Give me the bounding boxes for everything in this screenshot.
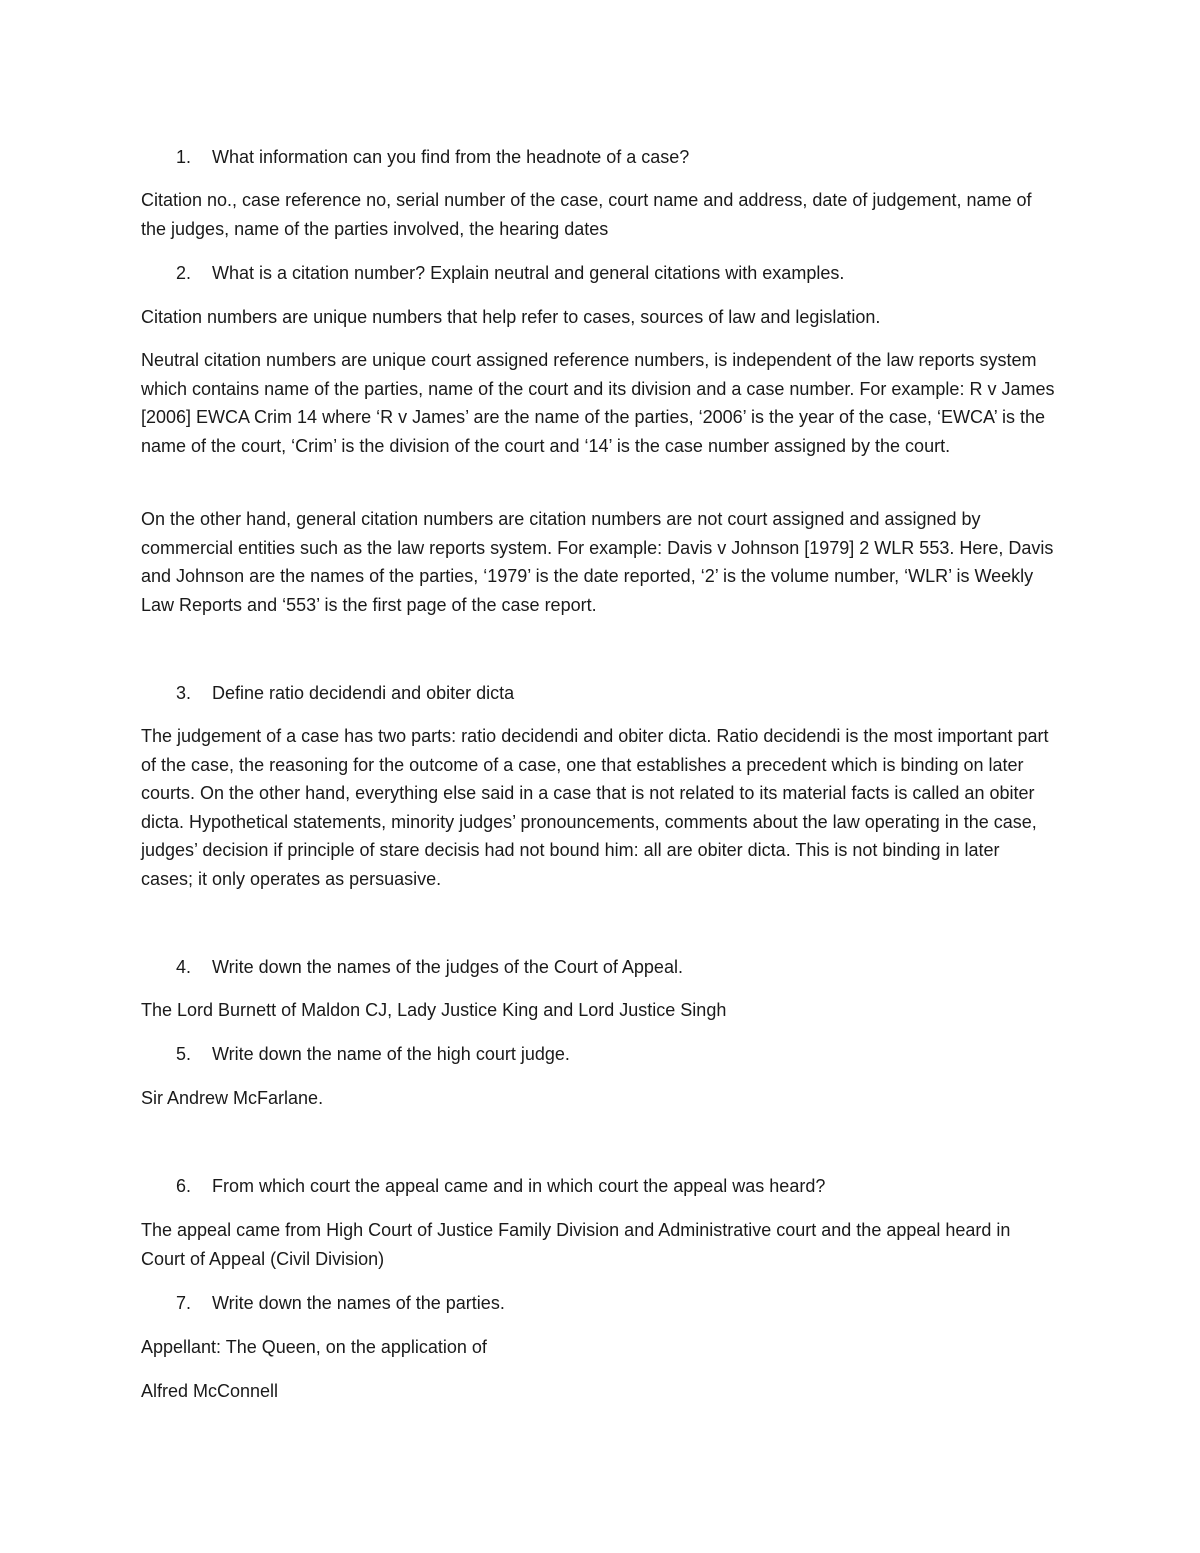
answer-7-paragraph-2: Alfred McConnell — [141, 1381, 279, 1401]
question-text: From which court the appeal came and in which court the appeal was heard? — [212, 1176, 826, 1196]
answer-2-paragraph-2: Neutral citation numbers are unique court assigned reference numbers, is independent of the law reports system which contains name of the parties, name of the court and its division and a case number. For example: R v James [2006] EWCA Crim 14 where ‘R v James’ are the name of the parties, ‘2006’ is the year of the case, ‘EWCA’ is the name of the court, ‘Crim’ is the division of the court and ‘14’ is the case number assigned by the court. — [141, 350, 1055, 456]
question-number: 3. — [176, 683, 192, 703]
question-6 — [176, 1172, 1056, 1201]
question-number: 4. — [176, 957, 192, 977]
answer-5: Sir Andrew McFarlane. — [141, 1088, 324, 1108]
question-text: Define ratio decidendi and obiter dicta — [212, 683, 515, 703]
question-number: 1. — [176, 147, 192, 167]
answer-4: The Lord Burnett of Maldon CJ, Lady Justice King and Lord Justice Singh — [141, 1000, 727, 1020]
question-number: 2. — [176, 263, 192, 283]
question-5 — [176, 1040, 1056, 1069]
question-2 — [176, 259, 1056, 288]
answer-2-paragraph-3: On the other hand, general citation numbers are citation numbers are not court assigned and assigned by commercial entities such as the law reports system. For example: Davis v Johnson [1979] 2 WLR 553. Here, Davis and Johnson are the names of the parties, ‘1979’ is the date reported, ‘2’ is the volume number, ‘WLR’ is Weekly Law Reports and ‘553’ is the first page of the case report. — [141, 509, 1054, 615]
answer-2-paragraph-1: Citation numbers are unique numbers that help refer to cases, sources of law and legislation. — [141, 307, 881, 327]
question-text: What information can you find from the headnote of a case? — [212, 147, 690, 167]
question-3 — [176, 679, 1056, 708]
question-text: Write down the names of the judges of the Court of Appeal. — [212, 957, 683, 977]
question-7 — [176, 1289, 1056, 1318]
question-text: Write down the names of the parties. — [212, 1293, 505, 1313]
question-text: What is a citation number? Explain neutral and general citations with examples. — [212, 263, 845, 283]
answer-6: The appeal came from High Court of Justice Family Division and Administrative court and the appeal heard in Court of Appeal (Civil Division) — [141, 1220, 1011, 1269]
question-text: Write down the name of the high court judge. — [212, 1044, 570, 1064]
question-1 — [176, 143, 1056, 172]
question-4 — [176, 953, 1056, 982]
question-number: 7. — [176, 1293, 192, 1313]
answer-3: The judgement of a case has two parts: ratio decidendi and obiter dicta. Ratio decidendi is the most important part of the case, the reasoning for the outcome of a case, one that establishes a precedent which is binding on later courts. On the other hand, everything else said in a case that is not related to its material facts is called an obiter dicta. Hypothetical statements, minority judges’ pronouncements, comments about the law operating in the case, judges’ decision if principle of stare decisis had not bound him: all are obiter dicta. This is not binding in later cases; it only operates as persuasive. — [141, 726, 1049, 889]
question-number: 5. — [176, 1044, 192, 1064]
answer-1: Citation no., case reference no, serial number of the case, court name and address, date of judgement, name of the judges, name of the parties involved, the hearing dates — [141, 190, 1032, 239]
answer-7-paragraph-1: Appellant: The Queen, on the application of — [141, 1337, 487, 1357]
question-number: 6. — [176, 1176, 192, 1196]
